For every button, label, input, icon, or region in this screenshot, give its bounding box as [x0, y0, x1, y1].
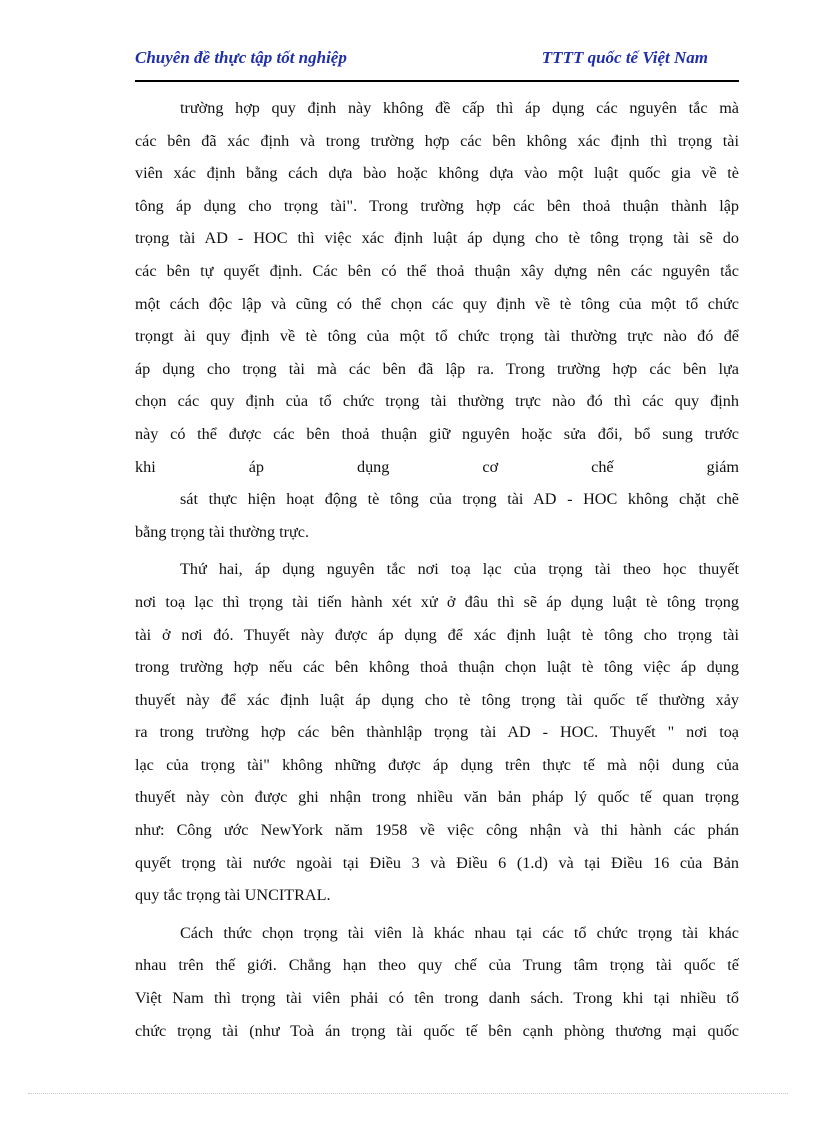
text-line: Thứ hai, áp dụng nguyên tắc nơi toạ lạc của trọng tài theo học thuyết	[180, 560, 739, 579]
text-line: tông áp dụng cho trọng tài". Trong trường hợp các bên thoả thuận thành lập	[135, 196, 739, 215]
text-line: thuyết này còn được ghi nhận trong nhiều văn bản pháp lý quốc tế quan trọng	[135, 788, 739, 807]
text-line: trường hợp quy định này không đề cấp thì áp dụng các nguyên tắc mà	[180, 99, 739, 117]
text-line: sát thực hiện hoạt động tè tông của trọng tài AD - HOC không chặt chẽ	[180, 490, 739, 509]
text-line: áp dụng cho trọng tài mà các bên đã lập ra. Trong trường hợp các bên lựa	[135, 359, 739, 378]
text-line: quy tắc trọng tài UNCITRAL.	[135, 886, 331, 905]
page-header	[135, 48, 738, 74]
text-line: các bên đã xác định và trong trường hợp các bên không xác định thì trọng tài	[135, 131, 739, 150]
text-line: tài ở nơi đó. Thuyết này được áp dụng để xác định luật tè tông cho trọng tài	[135, 625, 739, 644]
header-divider	[135, 80, 739, 82]
text-line: nơi toạ lạc thì trọng tài tiến hành xét xử ở đâu thì sẽ áp dụng luật tè tông trọng	[135, 592, 739, 611]
paragraph-2	[135, 483, 739, 548]
page-bottom-border	[28, 1093, 788, 1094]
text-line: bằng trọng tài thường trực.	[135, 522, 310, 541]
text-line: chức trọng tài (như Toà án trọng tài quốc tế bên cạnh phòng thương mại quốc	[135, 1021, 739, 1040]
text-line: thuyết này để xác định luật áp dụng cho tè tông trọng tài quốc tế thường xảy	[135, 690, 739, 709]
text-line: như: Công ước NewYork năm 1958 về việc công nhận và thi hành các phán	[135, 821, 739, 840]
text-line: ra trong trường hợp các bên thànhlập trọng tài AD - HOC. Thuyết " nơi toạ	[135, 723, 739, 742]
header-right-title: TTTT quốc tế Việt Nam	[541, 48, 708, 67]
text-line: khi áp dụng cơ chế giám	[135, 457, 739, 476]
text-line: nhau trên thế giới. Chẳng hạn theo quy chế của Trung tâm trọng tài quốc tế	[135, 956, 739, 975]
paragraph-4	[135, 917, 739, 1047]
text-line: chọn các quy định của tổ chức trọng tài thường trực nào đó thì các quy định	[135, 392, 739, 411]
header-left-title: Chuyên đề thực tập tốt nghiệp	[135, 48, 347, 67]
text-line: quyết trọng tài nước ngoài tại Điều 3 và Điều 6 (1.d) và tại Điều 16 của Bản	[135, 853, 739, 872]
text-line: các bên tự quyết định. Các bên có thể thoả thuận xây dựng nên các nguyên tắc	[135, 261, 739, 280]
text-line: Cách thức chọn trọng tài viên là khác nhau tại các tổ chức trọng tài khác	[180, 923, 739, 942]
text-line: trọngt ài quy định về tè tông của một tổ chức trọng tài thường trực nào đó để	[135, 327, 739, 346]
text-line: một cách độc lập và cũng có thể chọn các quy định về tè tông của một tổ chức	[135, 294, 739, 313]
text-line: lạc của trọng tài" không những được áp dụng trên thực tế mà nội dung của	[135, 755, 739, 774]
text-line: viên xác định bằng cách dựa bào hoặc không dựa vào một luật quốc gia về tè	[135, 164, 739, 183]
document-body	[135, 92, 739, 1047]
text-line: này có thể được các bên thoả thuận giữ nguyên hoặc sửa đổi, bổ sung trước	[135, 424, 739, 443]
text-line: Việt Nam thì trọng tài viên phải có tên trong danh sách. Trong khi tại nhiều tổ	[135, 989, 739, 1008]
text-line: trọng tài AD - HOC thì việc xác định luật áp dụng cho tè tông trọng tài sẽ do	[135, 229, 739, 248]
text-line: trong trường hợp nếu các bên không thoả thuận chọn luật tè tông việc áp dụng	[135, 658, 739, 677]
paragraph-3	[135, 553, 739, 912]
paragraph-1	[135, 92, 739, 483]
